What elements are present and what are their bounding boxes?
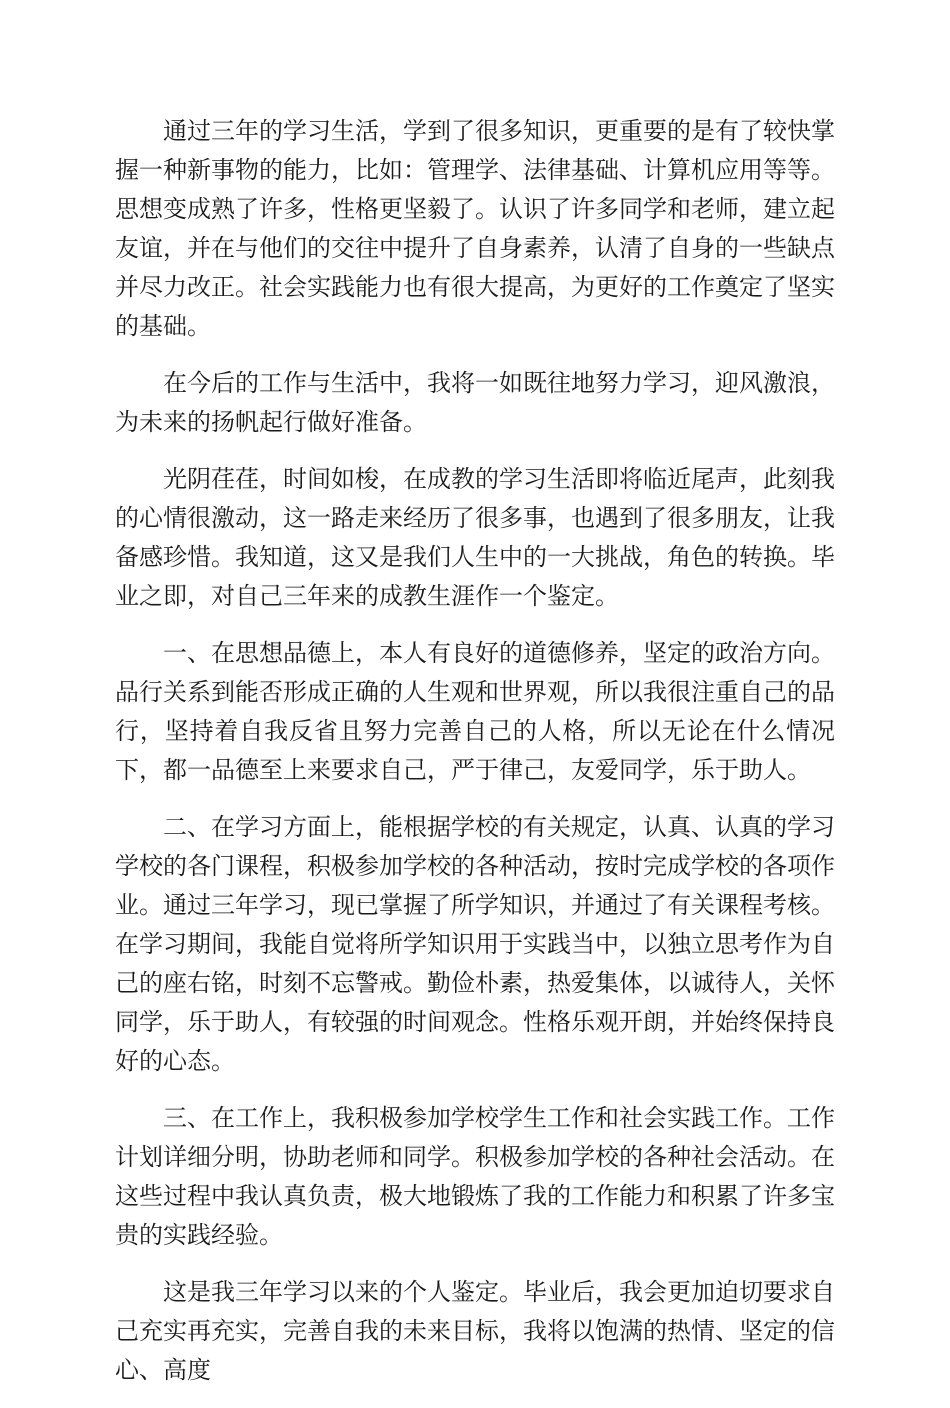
paragraph-time-flies: 光阴荏荏，时间如梭，在成教的学习生活即将临近尾声，此刻我的心情很激动，这一路走来经历了很多事，也遇到了很多朋友，让我备感珍惜。我知道，这又是我们人生中的一大挑战，角色的转换。毕业之即，对自己三年来的成教生涯作一个鉴定。 [115, 465, 835, 610]
paragraph-study-aspect: 二、在学习方面上，能根据学校的有关规定，认真、认真的学习学校的各门课程，积极参加学校的各种活动，按时完成学校的各项作业。通过三年学习，现已掌握了所学知识，并通过了有关课程考核。在学习期间，我能自觉将所学知识用于实践当中，以独立思考作为自己的座右铭，时刻不忘警戒。勤俭朴素，热爱集体，以诚待人，关怀同学，乐于助人，有较强的时间观念。性格乐观开朗，并始终保持良好的心态。 [115, 813, 835, 1075]
paragraph-study-life: 通过三年的学习生活，学到了很多知识，更重要的是有了较快掌握一种新事物的能力，比如：管理学、法律基础、计算机应用等等。思想变成熟了许多，性格更坚毅了。认识了许多同学和老师，建立起友谊，并在与他们的交往中提升了自身素养，认清了自身的一些缺点并尽力改正。社会实践能力也有很大提高，为更好的工作奠定了坚实的基础。 [115, 117, 835, 340]
paragraph-work-aspect: 三、在工作上，我积极参加学校学生工作和社会实践工作。工作计划详细分明，协助老师和同学。积极参加学校的各种社会活动。在这些过程中我认真负责，极大地锻炼了我的工作能力和积累了许多宝贵的实践经验。 [115, 1104, 835, 1249]
paragraph-conclusion: 这是我三年学习以来的个人鉴定。毕业后，我会更加迫切要求自己充实再充实，完善自我的未来目标，我将以饱满的热情、坚定的信心、高度 [115, 1278, 835, 1384]
paragraph-future-work: 在今后的工作与生活中，我将一如既往地努力学习，迎风激浪，为未来的扬帆起行做好准备。 [115, 369, 835, 436]
document-body [115, 112, 835, 1408]
paragraph-moral-character: 一、在思想品德上，本人有良好的道德修养，坚定的政治方向。品行关系到能否形成正确的人生观和世界观，所以我很注重自己的品行，坚持着自我反省且努力完善自己的人格，所以无论在什么情况下，都一品德至上来要求自己，严于律己，友爱同学，乐于助人。 [115, 639, 835, 784]
